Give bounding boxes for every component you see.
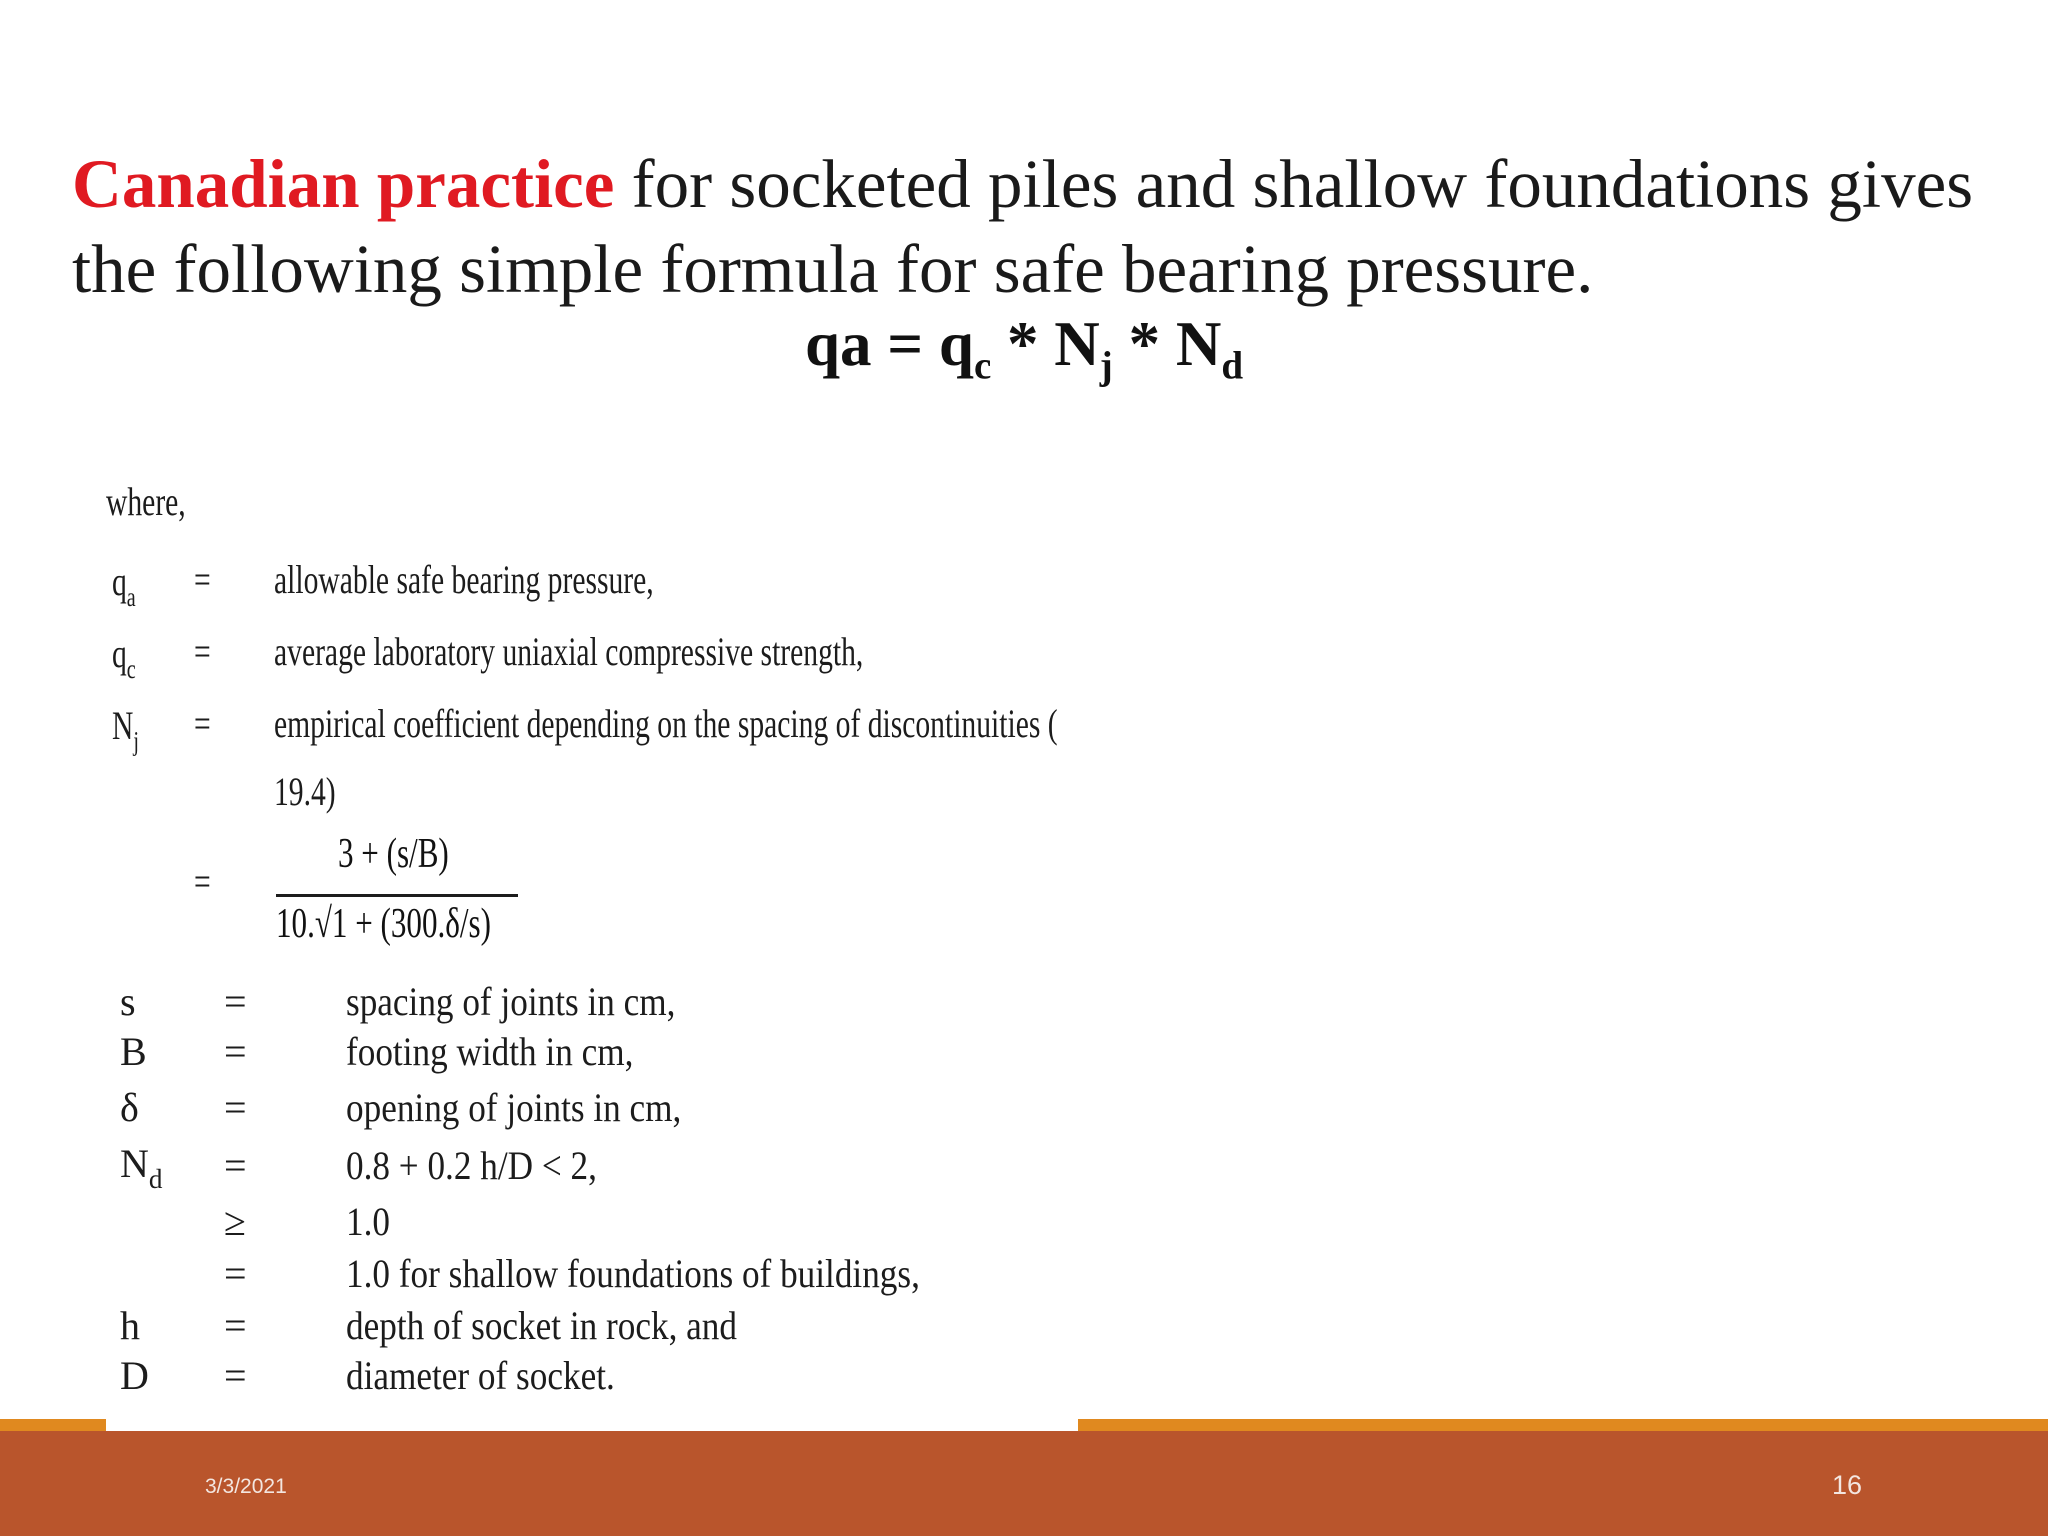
formula-mid2: * N: [1112, 309, 1222, 379]
intro-line1-rest: for socketed piles and shallow foundations gives: [614, 146, 1974, 222]
nd-symbol: $N_d$: [120, 1141, 163, 1194]
b-eq: =: [224, 1029, 247, 1074]
delta-symbol: δ: [120, 1085, 139, 1130]
d-definition: diameter of socket.: [346, 1353, 615, 1398]
variable-legend: [106, 478, 1078, 1428]
nj-fraction: [276, 830, 556, 950]
s-eq: =: [224, 979, 247, 1024]
formula-qc-sub: c: [973, 344, 992, 388]
formula-mid1: * N: [991, 309, 1100, 379]
qa-eq: =: [194, 557, 211, 602]
formula-lhs: qa = q: [804, 309, 974, 379]
b-symbol: B: [120, 1029, 147, 1074]
nd-ge-value: 1.0: [346, 1199, 390, 1244]
intro-highlight: Canadian practice: [72, 146, 615, 222]
nj-definition: empirical coefficient depending on the spacing of discontinuities (: [274, 701, 1058, 746]
h-eq: =: [224, 1303, 247, 1348]
h-definition: depth of socket in rock, and: [346, 1303, 738, 1348]
s-symbol: s: [120, 979, 136, 1024]
slide-number: 16: [1831, 1470, 1862, 1500]
formula-nd-sub: d: [1221, 344, 1244, 388]
formula-nj-sub: j: [1099, 344, 1113, 388]
s-definition: spacing of joints in cm,: [346, 979, 676, 1024]
nd-definition: 0.8 + 0.2 h/D < 2,: [346, 1143, 597, 1188]
nd-eq: =: [224, 1143, 247, 1188]
delta-definition: opening of joints in cm,: [346, 1085, 682, 1130]
nj-definition-cont: 19.4): [274, 769, 336, 814]
qa-definition: allowable safe bearing pressure,: [274, 557, 654, 602]
d-eq: =: [224, 1353, 247, 1398]
nj-symbol: $N_j$: [112, 703, 139, 756]
nd-shallow-definition: 1.0 for shallow foundations of buildings,: [346, 1251, 920, 1296]
fraction-bar: [276, 894, 518, 897]
legend-row-qa: [112, 558, 136, 613]
qc-symbol: $q_c$: [112, 631, 136, 684]
legend-image-bottom-edge: [106, 1419, 1078, 1431]
nj-formula-eq: =: [194, 859, 211, 904]
nj-eq: =: [194, 701, 211, 746]
legend-row-qc: [112, 630, 136, 685]
d-symbol: D: [120, 1353, 149, 1398]
qa-symbol: $q_a$: [112, 559, 136, 612]
delta-eq: =: [224, 1085, 247, 1130]
intro-paragraph: [72, 142, 1992, 312]
nd-shallow-eq: =: [224, 1251, 247, 1296]
nd-ge-symbol: ≥: [224, 1199, 246, 1244]
h-symbol: h: [120, 1303, 140, 1348]
nj-numerator: 3 + (s/B): [338, 831, 449, 877]
b-definition: footing width in cm,: [346, 1029, 634, 1074]
legend-where: where,: [106, 479, 186, 524]
nj-denominator: 10.√1 + (300.δ/s): [276, 901, 491, 947]
qc-definition: average laboratory uniaxial compressive strength,: [274, 629, 864, 674]
legend-row-nj: [112, 702, 139, 757]
slide-date: 3/3/2021: [205, 1475, 287, 1498]
qc-eq: =: [194, 629, 211, 674]
footer-bar: [0, 1431, 2048, 1536]
intro-line2: the following simple formula for safe bearing pressure.: [72, 231, 1594, 307]
bearing-formula: [0, 308, 2048, 389]
